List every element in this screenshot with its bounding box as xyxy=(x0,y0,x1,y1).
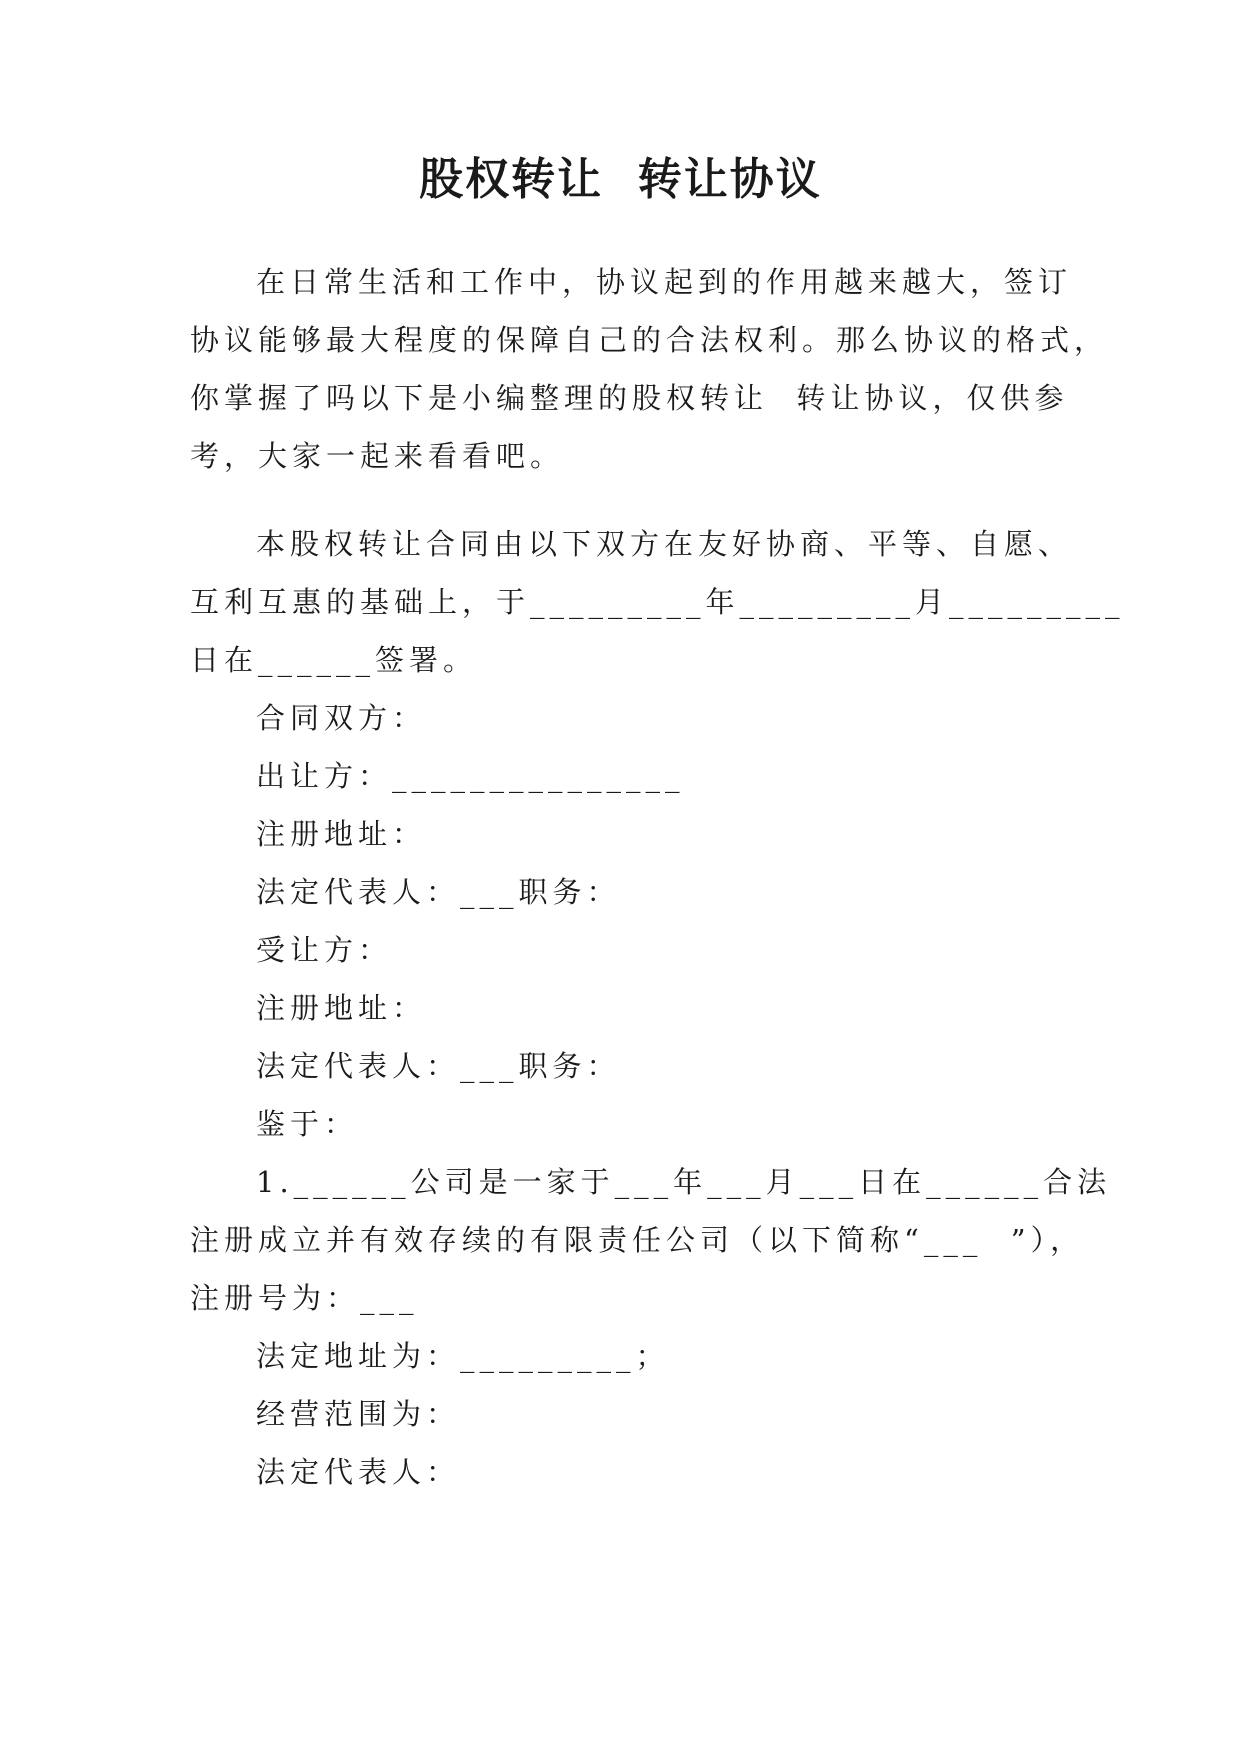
body-line: 合同双方： xyxy=(256,701,427,735)
intro-line: 在日常生活和工作中，协议起到的作用越来越大，签订 xyxy=(256,265,1073,299)
body-line: 注册成立并有效存续的有限责任公司（以下简称“___ ”）， xyxy=(190,1223,1085,1257)
body-line: 注册号为：___ xyxy=(190,1281,419,1315)
body-line: 法定代表人：___职务： xyxy=(256,1049,621,1083)
body-line: 1.______公司是一家于___年___月___日在______合法 xyxy=(256,1165,1112,1199)
intro-line: 协议能够最大程度的保障自己的合法权利。那么协议的格式， xyxy=(190,323,1109,357)
intro-paragraph xyxy=(190,253,1109,485)
body-line: 受让方： xyxy=(256,933,393,967)
document-title: 股权转让 转让协议 xyxy=(419,154,822,205)
body-line: 日在______签署。 xyxy=(190,643,478,677)
body-line: 经营范围为： xyxy=(256,1397,461,1431)
body-line: 法定代表人： xyxy=(256,1455,461,1489)
body-line: 法定地址为：_________； xyxy=(256,1339,670,1373)
body-line: 出让方：_______________ xyxy=(256,759,685,793)
body-line: 本股权转让合同由以下双方在友好协商、平等、自愿、 xyxy=(256,527,1073,561)
contract-body xyxy=(190,515,1125,1501)
body-line: 互利互惠的基础上，于_________年_________月_________ xyxy=(190,585,1125,619)
intro-line: 考，大家一起来看看吧。 xyxy=(190,439,565,473)
body-line: 鉴于： xyxy=(256,1107,359,1141)
intro-line: 你掌握了吗以下是小编整理的股权转让 转让协议，仅供参 xyxy=(190,381,1069,415)
body-line: 注册地址： xyxy=(256,817,427,851)
body-line: 注册地址： xyxy=(256,991,427,1025)
body-line: 法定代表人：___职务： xyxy=(256,875,621,909)
